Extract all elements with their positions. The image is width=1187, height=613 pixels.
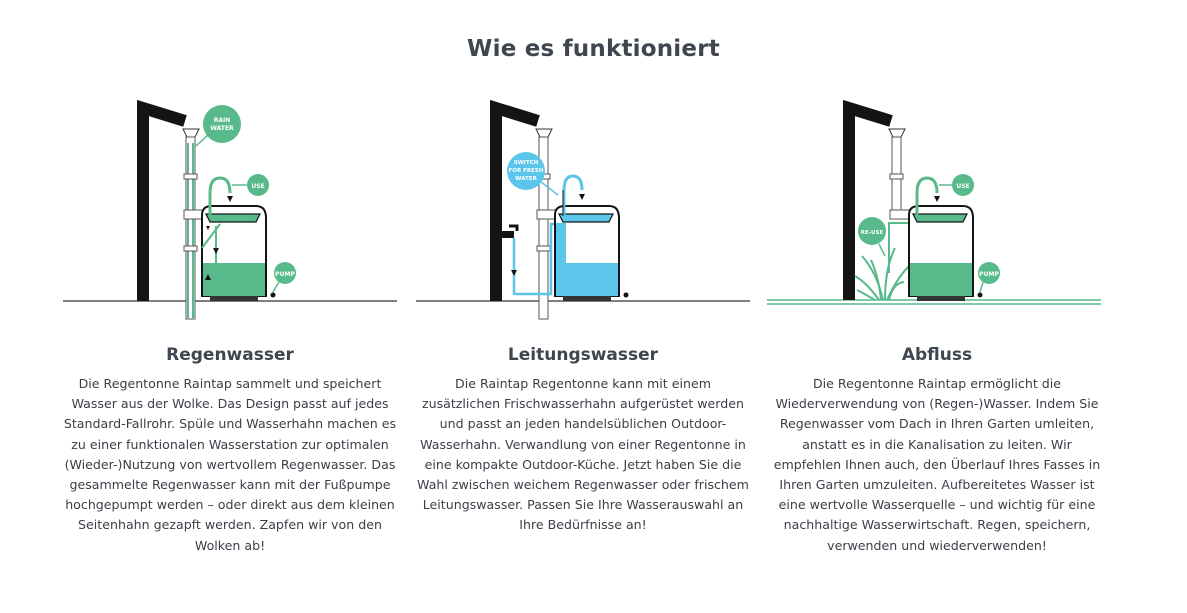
heading-leitungswasser: Leitungswasser bbox=[507, 345, 659, 365]
svg-text:FOR FRESH: FOR FRESH bbox=[508, 168, 544, 174]
page-title: Wie es funktioniert bbox=[467, 36, 720, 62]
heading-abfluss: Abfluss bbox=[901, 345, 973, 365]
tapwater-illustration bbox=[413, 98, 753, 323]
column-abfluss bbox=[767, 98, 1107, 556]
badge-pump: PUMP bbox=[275, 271, 295, 278]
badge-rain-water: RAIN bbox=[213, 117, 231, 124]
column-regenwasser bbox=[60, 98, 400, 556]
svg-text:WATER: WATER bbox=[515, 176, 537, 182]
text-regenwasser: Die Regentonne Raintap sammelt und speichert Wasser aus der Wolke. Das Design passt auf jedes Standard-Fallrohr. Spüle und Wasserhahn machen es zu einer funktionalen Wasserstation zur optimalen (Wieder-)Nutzung von wertvollem Regenwasser. Das gesammelte Regenwasser kann mit der Fußpumpe hochgepumpt werden – oder direkt aus dem kleinen Seitenhahn gezapft werden. Zapfen wir von den Wolken ab! bbox=[63, 376, 397, 553]
text-abfluss: Die Regentonne Raintap ermöglicht die Wiederverwendung von (Regen-)Wasser. Indem Sie Regenwasser vom Dach in Ihren Garten umleiten, anstatt es in die Kanalisation zu leiten. Wir empfehlen Ihnen auch, den Überlauf Ihres Fasses in Ihren Garten umzuleiten. Aufbereitetes Wasser ist eine wertvolle Wasserquelle – und wichtig für eine nachhaltige Wasserwirtschaft. Regen, speichern, verwenden und wiederverwenden! bbox=[773, 376, 1101, 553]
svg-text:WATER: WATER bbox=[210, 125, 234, 132]
badge-switch-fresh-water: SWITCH bbox=[513, 160, 539, 166]
rainwater-illustration bbox=[60, 98, 400, 323]
plant-icon bbox=[855, 248, 909, 300]
column-leitungswasser bbox=[413, 98, 753, 536]
heading-regenwasser: Regenwasser bbox=[166, 345, 294, 365]
badge-pump: PUMP bbox=[979, 271, 999, 278]
badge-use: USE bbox=[956, 183, 970, 190]
badge-reuse: RE-USE bbox=[860, 230, 884, 236]
badge-use: USE bbox=[251, 183, 265, 190]
drainage-illustration bbox=[767, 98, 1107, 323]
text-leitungswasser: Die Raintap Regentonne kann mit einem zusätzlichen Frischwasserhahn aufgerüstet werden und passt an jeden handelsüblichen Outdoor-Wasserhahn. Verwandlung von einer Regentonne in eine kompakte Outdoor-Küche. Jetzt haben Sie die Wahl zwischen weichem Regenwasser oder frischem Leitungswasser. Passen Sie Ihre Wasserauswahl an Ihre Bedürfnisse an! bbox=[417, 376, 749, 533]
